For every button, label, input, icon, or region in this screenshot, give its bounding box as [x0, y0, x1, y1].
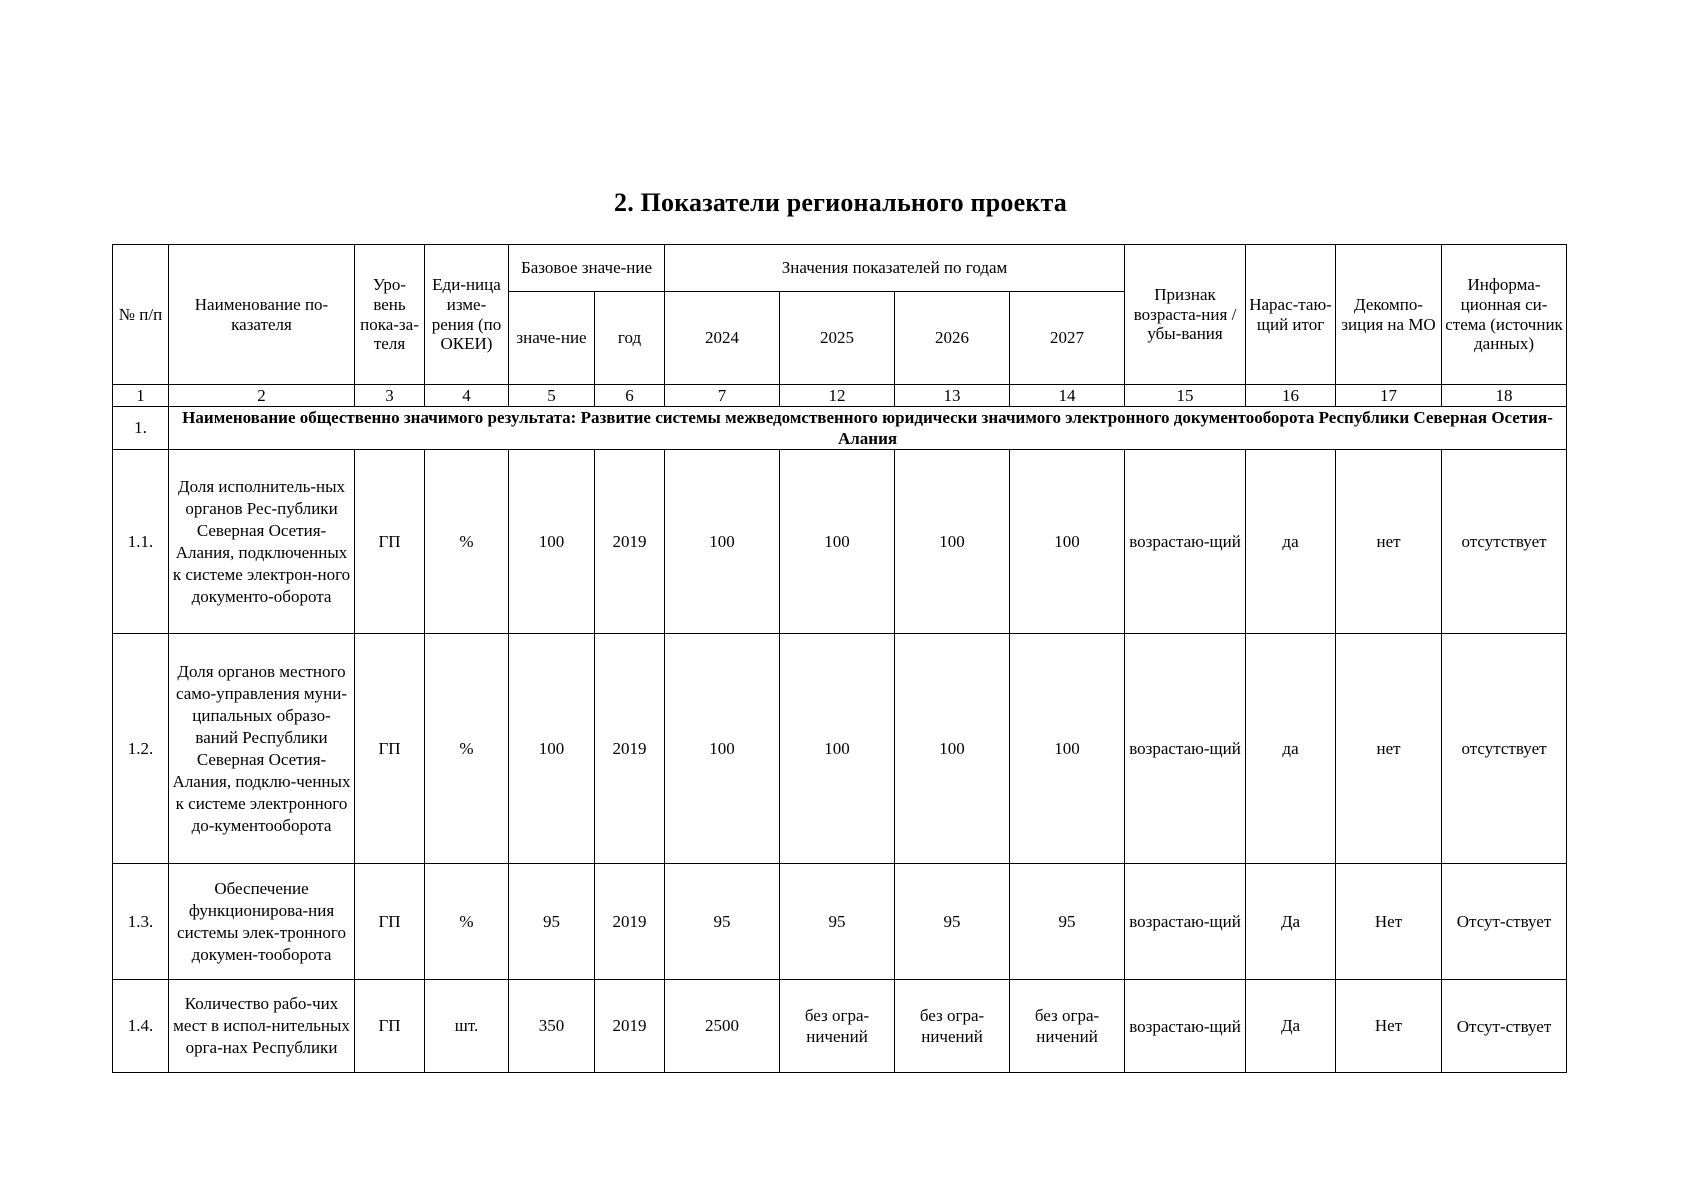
row-decomposition: Нет: [1336, 864, 1442, 980]
row-value-2025: без огра-ничений: [780, 980, 895, 1073]
column-numbers-row: [113, 385, 1567, 407]
header-trend: Признак возраста-ния / убы-вания: [1125, 245, 1246, 385]
row-value-2027: 100: [1010, 634, 1125, 864]
header-base-year: год: [595, 292, 665, 385]
row-num: 1.3.: [113, 864, 169, 980]
column-number: 4: [425, 385, 509, 407]
row-trend: возрастаю-щий: [1125, 864, 1246, 980]
row-indicator-name: Обеспечение функционирова-ния системы элек-тронного докумен-тооборота: [169, 864, 355, 980]
section-title: Наименование общественно значимого результата: Развитие системы межведомственного юридически значимого электронного документооборота Республики Северная Осетия-Алания: [169, 407, 1567, 450]
row-info-system: отсутствует: [1442, 634, 1567, 864]
header-num: № п/п: [113, 245, 169, 385]
row-value-2027: 95: [1010, 864, 1125, 980]
row-base-value: 100: [509, 634, 595, 864]
column-number: 5: [509, 385, 595, 407]
row-decomposition: нет: [1336, 634, 1442, 864]
row-value-2025: 100: [780, 634, 895, 864]
row-decomposition: Нет: [1336, 980, 1442, 1073]
column-number: 15: [1125, 385, 1246, 407]
header-decomposition: Декомпо-зиция на МО: [1336, 245, 1442, 385]
row-cumulative: Да: [1246, 980, 1336, 1073]
row-value-2024: 2500: [665, 980, 780, 1073]
header-name: Наименование по-казателя: [169, 245, 355, 385]
row-cumulative: Да: [1246, 864, 1336, 980]
row-level: ГП: [355, 634, 425, 864]
column-number: 17: [1336, 385, 1442, 407]
column-number: 2: [169, 385, 355, 407]
header-info-system: Информа-ционная си-стема (источник данных): [1442, 245, 1567, 385]
table-row: [113, 634, 1567, 864]
header-level: Уро-вень пока-за-теля: [355, 245, 425, 385]
row-level: ГП: [355, 980, 425, 1073]
row-value-2025: 100: [780, 450, 895, 634]
header-year-2025: 2025: [780, 292, 895, 385]
header-base-group: Базовое значе-ние: [509, 245, 665, 292]
row-cumulative: да: [1246, 450, 1336, 634]
header-cumulative: Нарас-таю-щий итог: [1246, 245, 1336, 385]
row-indicator-name: Доля органов местного само-управления муни-ципальных образо-ваний Республики Северная Осетия-Алания, подклю-ченных к системе электронного до-кументооборота: [169, 634, 355, 864]
row-value-2024: 100: [665, 634, 780, 864]
row-base-value: 350: [509, 980, 595, 1073]
row-value-2024: 95: [665, 864, 780, 980]
row-unit: %: [425, 634, 509, 864]
row-value-2027: без огра-ничений: [1010, 980, 1125, 1073]
column-number: 14: [1010, 385, 1125, 407]
column-number: 3: [355, 385, 425, 407]
row-indicator-name: Количество рабо-чих мест в испол-нительных орга-нах Республики: [169, 980, 355, 1073]
header-unit: Еди-ница изме-рения (по ОКЕИ): [425, 245, 509, 385]
section-num: 1.: [113, 407, 169, 450]
header-year-2027: 2027: [1010, 292, 1125, 385]
row-cumulative: да: [1246, 634, 1336, 864]
row-value-2026: 100: [895, 450, 1010, 634]
row-base-year: 2019: [595, 864, 665, 980]
row-level: ГП: [355, 450, 425, 634]
row-trend: возрастаю-щий: [1125, 980, 1246, 1073]
row-trend: возрастаю-щий: [1125, 634, 1246, 864]
page-title: 2. Показатели регионального проекта: [614, 188, 1067, 217]
row-base-year: 2019: [595, 450, 665, 634]
row-base-value: 100: [509, 450, 595, 634]
row-info-system: Отсут-ствует: [1442, 980, 1567, 1073]
row-value-2026: 100: [895, 634, 1010, 864]
row-unit: %: [425, 864, 509, 980]
row-level: ГП: [355, 864, 425, 980]
indicators-table: [112, 244, 1567, 1073]
row-info-system: отсутствует: [1442, 450, 1567, 634]
row-indicator-name: Доля исполнитель-ных органов Рес-публики Северная Осетия-Алания, подключенных к системе электрон-ного документо-оборота: [169, 450, 355, 634]
table-row: [113, 980, 1567, 1073]
column-number: 18: [1442, 385, 1567, 407]
column-number: 6: [595, 385, 665, 407]
row-unit: шт.: [425, 980, 509, 1073]
header-row: [113, 245, 1567, 292]
column-number: 7: [665, 385, 780, 407]
row-trend: возрастаю-щий: [1125, 450, 1246, 634]
row-num: 1.2.: [113, 634, 169, 864]
row-value-2026: 95: [895, 864, 1010, 980]
row-info-system: Отсут-ствует: [1442, 864, 1567, 980]
header-year-2026: 2026: [895, 292, 1010, 385]
header-years-group: Значения показателей по годам: [665, 245, 1125, 292]
row-value-2027: 100: [1010, 450, 1125, 634]
header-base-value: значе-ние: [509, 292, 595, 385]
row-decomposition: нет: [1336, 450, 1442, 634]
column-number: 1: [113, 385, 169, 407]
row-unit: %: [425, 450, 509, 634]
header-year-2024: 2024: [665, 292, 780, 385]
table-row: [113, 864, 1567, 980]
row-value-2025: 95: [780, 864, 895, 980]
row-base-year: 2019: [595, 634, 665, 864]
row-base-value: 95: [509, 864, 595, 980]
column-number: 12: [780, 385, 895, 407]
row-num: 1.4.: [113, 980, 169, 1073]
row-num: 1.1.: [113, 450, 169, 634]
row-value-2026: без огра-ничений: [895, 980, 1010, 1073]
column-number: 16: [1246, 385, 1336, 407]
table-row: [113, 450, 1567, 634]
section-row: [113, 407, 1567, 450]
row-value-2024: 100: [665, 450, 780, 634]
column-number: 13: [895, 385, 1010, 407]
row-base-year: 2019: [595, 980, 665, 1073]
